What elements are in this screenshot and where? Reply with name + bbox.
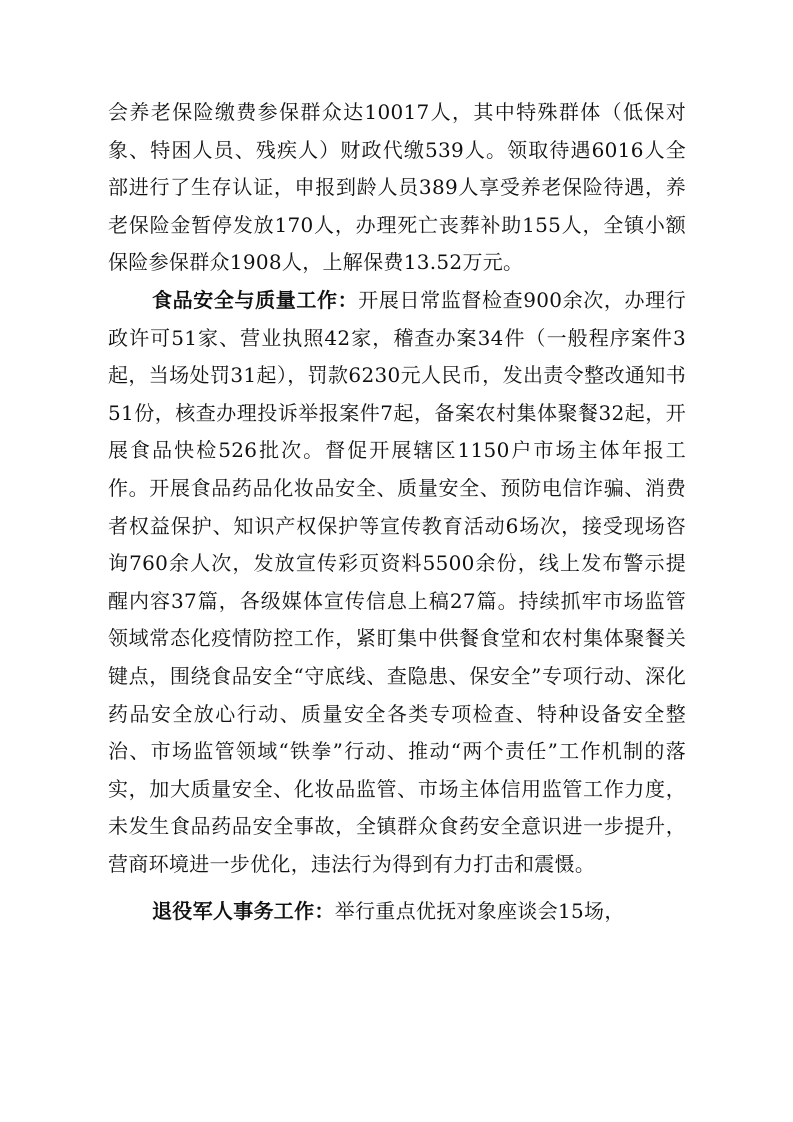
paragraph-text: 开展日常监督检查900余次，办理行政许可51家、营业执照42家，稽查办案34件（一般程序案件3起，当场处罚31起），罚款6230元人民币，发出责令整改通知书51份，核查办理投诉举报案件7起，备案农村集体聚餐32起，开展食品快检526批次。督促开展辖区1150户市场主体年报工作。开展食品药品化妆品安全、质量安全、预防电信诈骗、消费者权益保护、知识产权保护等宣传教育活动6场次，接受现场咨询760余人次，发放宣传彩页资料5500余份，线上发布警示提醒内容37篇，各级媒体宣传信息上稿27篇。持续抓牢市场监管领域常态化疫情防控工作，紧盯集中供餐食堂和农村集体聚餐关键点，围绕食品安全“守底线、查隐患、保安全”专项行动、深化药品安全放心行动、质量安全各类专项检查、特种设备安全整治、市场监管领域“铁拳”行动、推动“两个责任”工作机制的落实，加大质量安全、化妆品监管、市场主体信用监管工作力度，未发生食品药品安全事故，全镇群众食药安全意识进一步提升，营商环境进一步优化，违法行为得到有力打击和震慑。 [108,287,686,876]
paragraph-pension [108,94,686,282]
paragraph-text: 会养老保险缴费参保群众达10017人，其中特殊群体（低保对象、特困人员、残疾人）财政代缴539人。领取待遇6016人全部进行了生存认证，申报到龄人员389人享受养老保险待遇，养老保险金暂停发放170人，办理死亡丧葬补助155人，全镇小额保险参保群众1908人，上解保费13.52万元。 [108,100,686,275]
paragraph-text: 举行重点优抚对象座谈会15场， [334,899,625,924]
section-heading-food-safety: 食品安全与质量工作： [152,287,359,312]
section-heading-veterans: 退役军人事务工作： [152,899,335,924]
paragraph-food-safety [108,282,686,884]
body-text [108,94,686,931]
paragraph-veterans [108,893,686,931]
